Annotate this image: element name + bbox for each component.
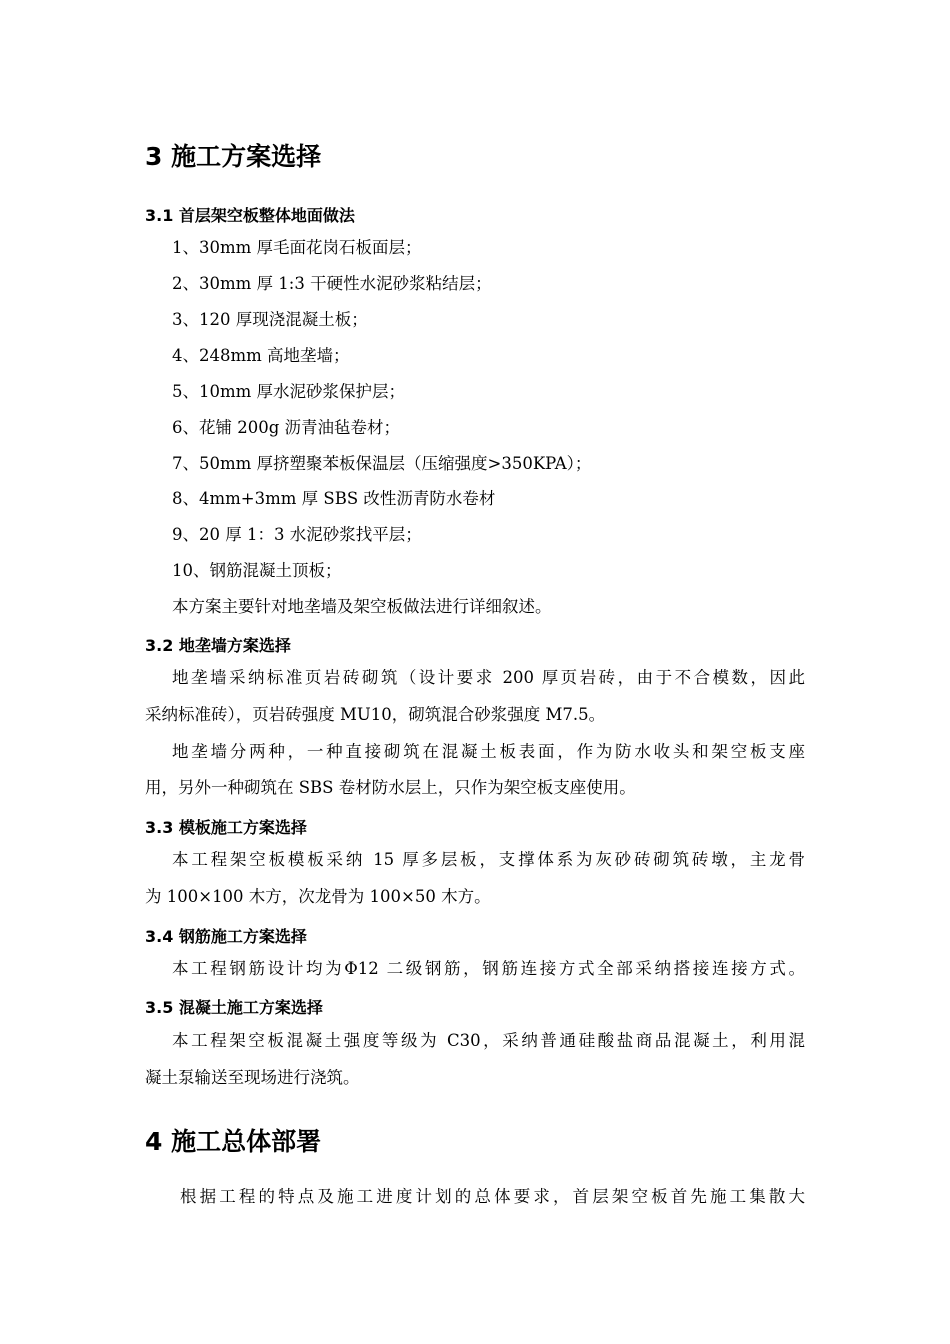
list-item: 4、248mm 高地垄墙； (172, 346, 350, 365)
list-item: 2、30mm 厚 1:3 干硬性水泥砂浆粘结层； (172, 274, 492, 293)
list-item: 5、10mm 厚水泥砂浆保护层； (172, 382, 406, 401)
section-3-heading: 3 施工方案选择 (145, 142, 322, 171)
section-4-heading: 4 施工总体部署 (145, 1127, 322, 1156)
paragraph-line: 本工程架空板混凝土强度等级为 C30，采纳普通硅酸盐商品混凝土，利用混 (172, 1031, 805, 1050)
list-item: 7、50mm 厚挤塑聚苯板保温层（压缩强度>350KPA）； (172, 454, 592, 473)
paragraph-line: 凝土泵输送至现场进行浇筑。 (145, 1068, 360, 1087)
list-item: 10、钢筋混凝土顶板； (172, 561, 342, 580)
paragraph-line: 采纳标准砖），页岩砖强度 MU10，砌筑混合砂浆强度 M7.5。 (145, 705, 606, 724)
list-item: 8、4mm+3mm 厚 SBS 改性沥青防水卷材 (172, 489, 496, 508)
section-3-5-heading: 3.5 混凝土施工方案选择 (145, 998, 323, 1017)
paragraph-line: 根据工程的特点及施工进度计划的总体要求，首层架空板首先施工集散大 (180, 1187, 805, 1206)
section-3-2-heading: 3.2 地垄墙方案选择 (145, 636, 291, 655)
list-item: 6、花铺 200g 沥青油毡卷材； (172, 418, 401, 437)
list-item: 9、20 厚 1：3 水泥砂浆找平层； (172, 525, 422, 544)
section-3-3-heading: 3.3 模板施工方案选择 (145, 818, 307, 837)
paragraph-line: 本工程钢筋设计均为Φ12 二级钢筋，钢筋连接方式全部采纳搭接连接方式。 (172, 959, 805, 978)
paragraph-line: 用，另外一种砌筑在 SBS 卷材防水层上，只作为架空板支座使用。 (145, 778, 636, 797)
paragraph-line: 地垄墙采纳标准页岩砖砌筑（设计要求 200 厚页岩砖，由于不合模数，因此 (172, 668, 805, 687)
section-3-1-note: 本方案主要针对地垄墙及架空板做法进行详细叙述。 (172, 597, 552, 616)
section-3-4-heading: 3.4 钢筋施工方案选择 (145, 927, 307, 946)
paragraph-line: 地垄墙分两种，一种直接砌筑在混凝土板表面，作为防水收头和架空板支座 (172, 742, 805, 761)
list-item: 1、30mm 厚毛面花岗石板面层； (172, 238, 422, 257)
paragraph-line: 为 100×100 木方，次龙骨为 100×50 木方。 (145, 887, 491, 906)
section-3-1-heading: 3.1 首层架空板整体地面做法 (145, 206, 355, 225)
list-item: 3、120 厚现浇混凝土板； (172, 310, 368, 329)
paragraph-line: 本工程架空板模板采纳 15 厚多层板，支撑体系为灰砂砖砌筑砖墩，主龙骨 (172, 850, 805, 869)
